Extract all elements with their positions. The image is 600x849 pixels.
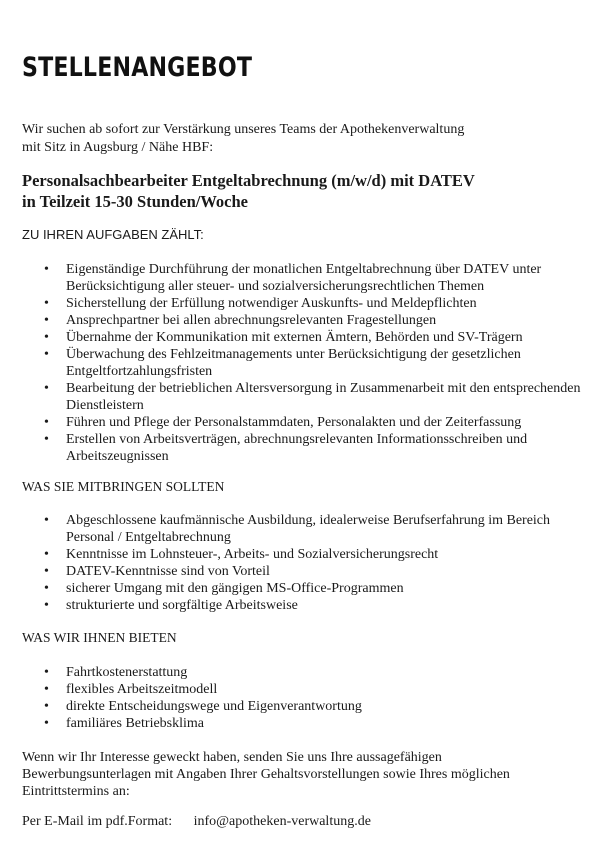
list-item: • Erstellen von Arbeitsverträgen, abrechnungsrelevanten Informationsschreiben und Arbeitszeugnissen <box>44 431 584 465</box>
contact-label: Per E-Mail im pdf.Format: <box>22 814 173 829</box>
intro-line: mit Sitz in Augsburg / Nähe HBF: <box>22 140 214 155</box>
requirements-list <box>44 512 584 614</box>
list-item: • sicherer Umgang mit den gängigen MS-Office-Programmen <box>44 580 584 597</box>
list-item: • Abgeschlossene kaufmännische Ausbildung, idealerweise Berufserfahrung im Bereich Personal / Entgeltabrechnung <box>44 512 584 546</box>
list-item: • Kenntnisse im Lohnsteuer-, Arbeits- und Sozialversicherungsrecht <box>44 546 584 563</box>
intro-line: Wir suchen ab sofort zur Verstärkung unseres Teams der Apothekenverwaltung <box>22 122 465 137</box>
closing-line: Bewerbungsunterlagen mit Angaben Ihrer Gehaltsvorstellungen sowie Ihres möglichen <box>22 767 510 782</box>
job-title <box>22 170 475 212</box>
closing-line: Eintrittstermins an: <box>22 784 130 799</box>
benefits-list <box>44 664 584 732</box>
contact-line <box>22 814 371 830</box>
job-title-line: in Teilzeit 15-30 Stunden/Woche <box>22 192 248 211</box>
list-item: • strukturierte und sorgfältige Arbeitsweise <box>44 597 584 614</box>
closing-text <box>22 749 582 800</box>
intro-text <box>22 121 464 157</box>
closing-line: Wenn wir Ihr Interesse geweckt haben, senden Sie uns Ihre aussagefähigen <box>22 750 442 765</box>
list-item: • familiäres Betriebsklima <box>44 715 584 732</box>
list-item: • Führen und Pflege der Personalstammdaten, Personalakten und der Zeiterfassung <box>44 414 584 431</box>
list-item: • Ansprechpartner bei allen abrechnungsrelevanten Fragestellungen <box>44 312 584 329</box>
requirements-heading: WAS SIE MITBRINGEN SOLLTEN <box>22 479 225 494</box>
job-title-line: Personalsachbearbeiter Entgeltabrechnung (m/w/d) mit DATEV <box>22 171 475 190</box>
list-item: • Bearbeitung der betrieblichen Altersversorgung in Zusammenarbeit mit den entsprechenden Dienstleistern <box>44 380 584 414</box>
tasks-list <box>44 261 584 465</box>
list-item: • Eigenständige Durchführung der monatlichen Entgeltabrechnung über DATEV unter Berücksichtigung aller steuer- und sozialversicherungsrechtlichen Themen <box>44 261 584 295</box>
email-address: info@apotheken-verwaltung.de <box>193 814 371 829</box>
list-item: • Übernahme der Kommunikation mit externen Ämtern, Behörden und SV-Trägern <box>44 329 584 346</box>
benefits-heading: WAS WIR IHNEN BIETEN <box>22 630 177 645</box>
list-item: • direkte Entscheidungswege und Eigenverantwortung <box>44 698 584 715</box>
list-item: • Überwachung des Fehlzeitmanagements unter Berücksichtigung der gesetzlichen Entgeltfortzahlungsfristen <box>44 346 584 380</box>
list-item: • DATEV-Kenntnisse sind von Vorteil <box>44 563 584 580</box>
list-item: • Sicherstellung der Erfüllung notwendiger Auskunfts- und Meldepflichten <box>44 295 584 312</box>
list-item: • Fahrtkostenerstattung <box>44 664 584 681</box>
page-title: STELLENANGEBOT <box>22 52 253 83</box>
list-item: • flexibles Arbeitszeitmodell <box>44 681 584 698</box>
tasks-heading: ZU IHREN AUFGABEN ZÄHLT: <box>22 227 204 242</box>
